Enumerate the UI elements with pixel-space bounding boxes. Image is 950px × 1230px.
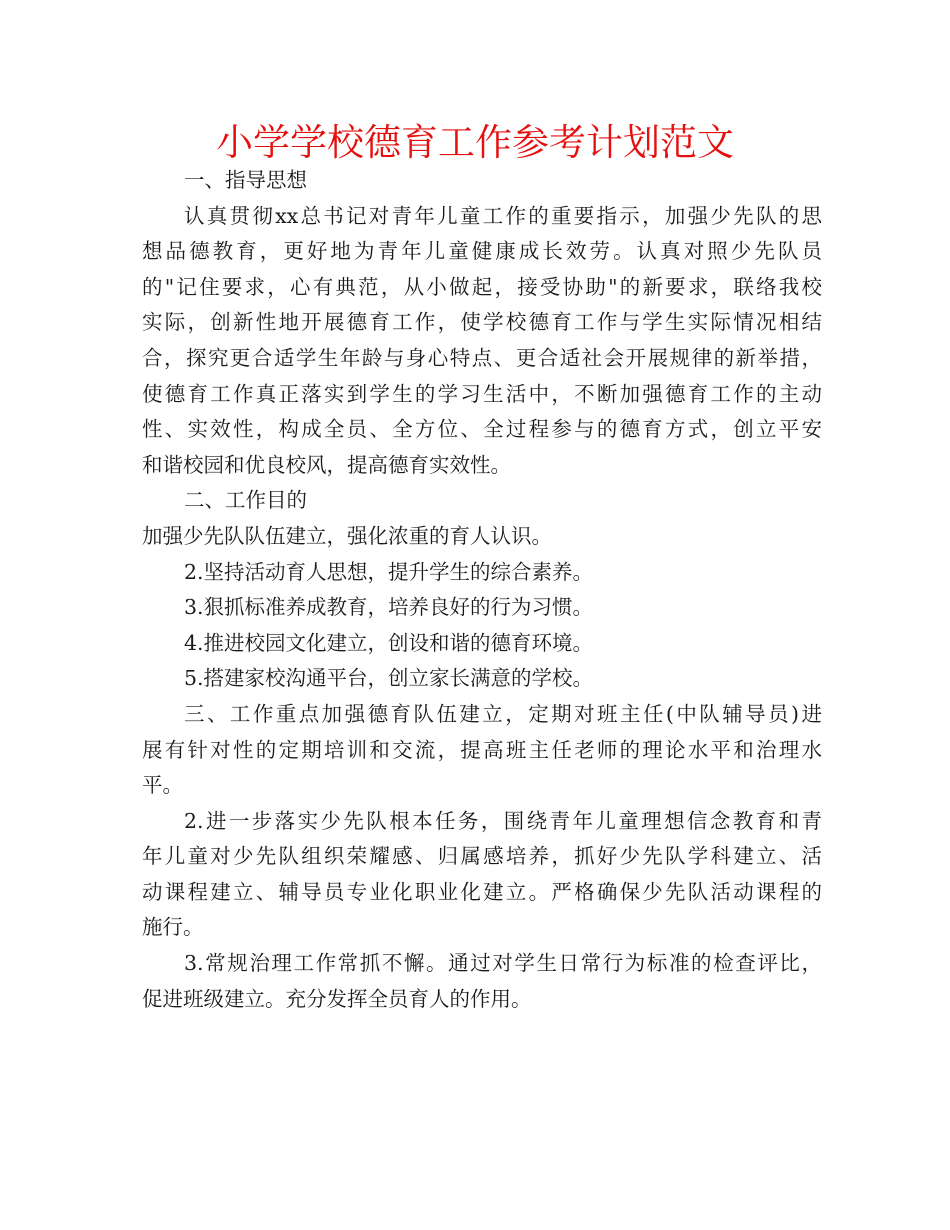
text-line: 认真贯彻xx总书记对青年儿童工作的重要指示，加强少先队的思 (184, 203, 822, 228)
text-line: 3.狠抓标准养成教育，培养良好的行为习惯。 (184, 595, 594, 620)
text-line: 二、工作目的 (184, 488, 307, 513)
text-line: 使德育工作真正落实到学生的学习生活中，不断加强德育工作的主动 (142, 381, 822, 406)
text-line: 年儿童对少先队组织荣耀感、归属感培养，抓好少先队学科建立、活 (142, 844, 822, 869)
text-line: 4.推进校园文化建立，创设和谐的德育环境。 (184, 630, 594, 655)
text-line: 实际，创新性地开展德育工作，使学校德育工作与学生实际情况相结 (142, 310, 822, 335)
text-line: 加强少先队队伍建立，强化浓重的育人认识。 (142, 523, 552, 548)
text-line: 动课程建立、辅导员专业化职业化建立。严格确保少先队活动课程的 (142, 879, 822, 904)
text-line: 一、指导思想 (184, 168, 307, 192)
text-line: 施行。 (142, 915, 204, 940)
text-line: 三、工作重点加强德育队伍建立，定期对班主任(中队辅导员)进 (184, 701, 822, 726)
text-line: 的"记住要求，心有典范，从小做起，接受协助"的新要求，联络我校 (142, 274, 822, 299)
text-line: 想品德教育，更好地为青年儿童健康成长效劳。认真对照少先队员 (142, 239, 822, 264)
text-line: 2.坚持活动育人思想，提升学生的综合素养。 (184, 559, 594, 584)
text-line: 和谐校园和优良校风，提高德育实效性。 (142, 452, 511, 477)
text-line: 5.搭建家校沟通平台，创立家长满意的学校。 (184, 666, 594, 691)
text-line: 平。 (142, 773, 183, 798)
text-line: 3.常规治理工作常抓不懈。通过对学生日常行为标准的检查评比， (184, 951, 822, 976)
text-line: 性、实效性，构成全员、全方位、全过程参与的德育方式，创立平安 (142, 417, 822, 442)
document-title: 小学学校德育工作参考计划范文 (216, 121, 734, 164)
text-line: 合，探究更合适学生年龄与身心特点、更合适社会开展规律的新举措， (142, 345, 822, 370)
text-line: 展有针对性的定期培训和交流，提高班主任老师的理论水平和治理水 (142, 737, 822, 762)
text-line: 2.进一步落实少先队根本任务，围绕青年儿童理想信念教育和青 (184, 808, 822, 833)
document-body (142, 163, 822, 1017)
text-line: 促进班级建立。充分发挥全员育人的作用。 (142, 986, 532, 1011)
